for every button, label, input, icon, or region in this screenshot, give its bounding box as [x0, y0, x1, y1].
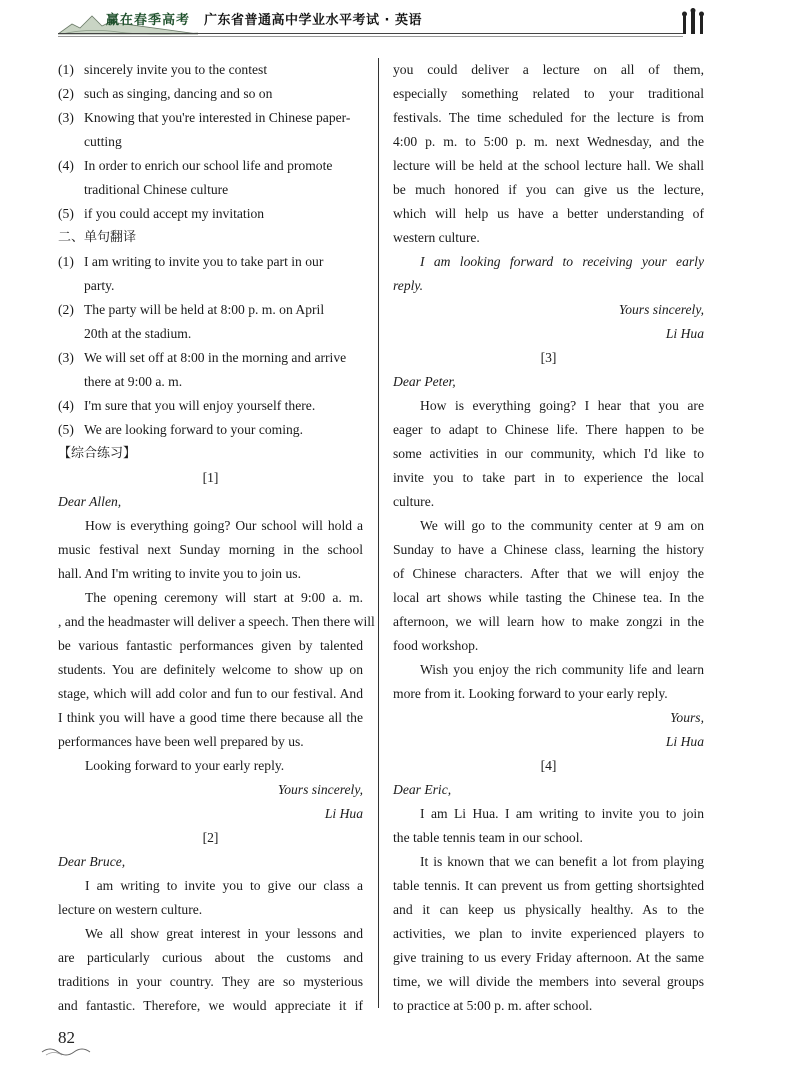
- letter-3: [393, 346, 704, 754]
- list-item: (4) I'm sure that you will enjoy yourself there.: [58, 398, 316, 413]
- signoff: Yours sincerely,: [618, 302, 704, 317]
- body-line: The opening ceremony will start at 9:00 a. m.: [85, 590, 363, 605]
- body-line: I think you will have a good time there because all the: [58, 710, 363, 725]
- list-item-cont: party.: [84, 278, 115, 293]
- body-line: you could deliver a lecture on all of them,: [393, 62, 704, 77]
- body-line: especially something related to your traditional: [393, 86, 704, 101]
- body-line: hall. And I'm writing to invite you to join us.: [58, 566, 301, 581]
- body-line: some activities in our community, which I'd like to: [393, 446, 704, 461]
- section-heading: 【综合练习】: [58, 446, 137, 461]
- body-line: I am writing to invite you to give our class a: [85, 878, 363, 893]
- body-line: , and the headmaster will deliver a speech. Then there will: [58, 614, 375, 629]
- body-line: lecture on western culture.: [58, 902, 203, 917]
- list-item: (3) Knowing that you're interested in Chinese paper-: [58, 110, 351, 125]
- list-item-cont: traditional Chinese culture: [84, 182, 229, 197]
- letter-2-continued: [393, 58, 704, 346]
- body-line: are particularly curious about the customs and: [58, 950, 363, 965]
- salutation: Dear Bruce,: [58, 854, 126, 869]
- letter-1: [58, 466, 375, 826]
- list-item: (1) sincerely invite you to the contest: [58, 62, 268, 77]
- body-line: table tennis. It can prevent us from getting shortsighted: [393, 878, 704, 893]
- list-item-cont: 20th at the stadium.: [84, 326, 192, 341]
- body-line: Wish you enjoy the rich community life and learn: [420, 662, 704, 677]
- body-line: to practice at 5:00 p. m. after school.: [393, 998, 593, 1013]
- list-item-cont: there at 9:00 a. m.: [84, 374, 183, 389]
- list-item: (4) In order to enrich our school life and promote: [58, 158, 333, 173]
- list-item: (3) We will set off at 8:00 in the morning and arrive: [58, 350, 347, 365]
- body-line: stage, which will add color and fun to our festival. And: [58, 686, 363, 701]
- page-header: [0, 0, 800, 46]
- closing-line: Looking forward to your early reply.: [85, 758, 285, 773]
- list-item: (2) The party will be held at 8:00 p. m. on April: [58, 302, 325, 317]
- body-line: food workshop.: [393, 638, 479, 653]
- list-item-cont: cutting: [84, 134, 122, 149]
- list-item: (1) I am writing to invite you to take part in our: [58, 254, 324, 269]
- body-line: invite you to take part in to experience the local: [393, 470, 704, 485]
- body-line: local art shows while tasting the Chinese tea. In the: [393, 590, 704, 605]
- letter-label: [3]: [540, 350, 557, 365]
- header-rule: [58, 33, 683, 34]
- body-line: traditions in your country. They are so mysterious: [58, 974, 363, 989]
- column-divider: [378, 58, 379, 1008]
- body-line: more from it. Looking forward to your early reply.: [393, 686, 668, 701]
- page-number: 82: [58, 1028, 75, 1047]
- signoff: Yours sincerely,: [277, 782, 363, 797]
- signature-name: Li Hua: [665, 326, 704, 341]
- body-line: 4:00 p. m. to 5:00 p. m. next Wednesday, and the: [393, 134, 704, 149]
- signature-name: Li Hua: [665, 734, 704, 749]
- translation-list: [58, 250, 363, 442]
- list-item: (5) We are looking forward to your coming.: [58, 422, 303, 437]
- body-line: the table tennis team in our school.: [393, 830, 583, 845]
- body-line: music festival next Sunday morning in the school: [58, 542, 363, 557]
- body-line: How is everything going? Our school will hold a: [85, 518, 363, 533]
- signoff: Yours,: [670, 710, 704, 725]
- header-title: 广东省普通高中学业水平考试 · 英语: [204, 13, 422, 28]
- body-line: western culture.: [393, 230, 480, 245]
- body-line: We will go to the community center at 9 am on: [420, 518, 704, 533]
- left-column: [58, 58, 375, 1018]
- body-line: time, we will divide the members into several groups: [393, 974, 704, 989]
- brand-title: 赢在春季高考: [106, 13, 191, 28]
- body-line: and it can keep us physically healthy. As to the: [393, 902, 704, 917]
- letter-label: [4]: [540, 758, 557, 773]
- body-line: performances have been well prepared by us.: [58, 734, 304, 749]
- body-line: activities, we plan to invite experienced players to: [393, 926, 704, 941]
- section-heading: 二、单句翻译: [58, 230, 137, 245]
- body-line: be much honored if you can give us the lecture,: [393, 182, 704, 197]
- body-line: which will help us have a better understanding of: [393, 206, 704, 221]
- salutation: Dear Peter,: [393, 374, 456, 389]
- list-item: (5) if you could accept my invitation: [58, 206, 265, 221]
- salutation: Dear Allen,: [58, 494, 122, 509]
- letter-label: [2]: [202, 830, 219, 845]
- body-line: culture.: [393, 494, 435, 509]
- body-line: Sunday to have a Chinese class, learning the history: [393, 542, 704, 557]
- body-line: give training to us every Friday afternoon. At the same: [393, 950, 704, 965]
- body-line: How is everything going? I hear that you are: [420, 398, 704, 413]
- header-rule-thin: [58, 36, 683, 37]
- closing-line: reply.: [393, 278, 424, 293]
- body-line: and fantastic. Therefore, we would appreciate it if: [58, 998, 363, 1013]
- signature-name: Li Hua: [324, 806, 363, 821]
- body-line: We all show great interest in your lessons and: [85, 926, 363, 941]
- body-line: afternoon, we will learn how to make zongzi in the: [393, 614, 704, 629]
- letter-2: [58, 826, 363, 1018]
- body-line: lecture will be held at the school lecture hall. We shall: [393, 158, 704, 173]
- salutation: Dear Eric,: [393, 782, 452, 797]
- footer-ornament-icon: [40, 1046, 92, 1058]
- body-line: of Chinese characters. After that we will enjoy the: [393, 566, 704, 581]
- right-column: [393, 58, 704, 1018]
- phrase-list: [58, 58, 363, 226]
- body-line: be various fantastic performances given by talented: [58, 638, 363, 653]
- closing-line: I am looking forward to receiving your early: [420, 254, 704, 269]
- body-line: It is known that we can benefit a lot from playing: [420, 854, 704, 869]
- body-line: festivals. The time scheduled for the lecture is from: [393, 110, 704, 125]
- body-line: students. You are definitely welcome to show up on: [58, 662, 363, 677]
- body-line: I am Li Hua. I am writing to invite you to join: [420, 806, 704, 821]
- torch-mark-icon: [680, 8, 706, 36]
- letter-label: [1]: [202, 470, 219, 485]
- body-line: eager to adapt to Chinese life. There happen to be: [393, 422, 704, 437]
- letter-4: [393, 754, 704, 1018]
- list-item: (2) such as singing, dancing and so on: [58, 86, 273, 101]
